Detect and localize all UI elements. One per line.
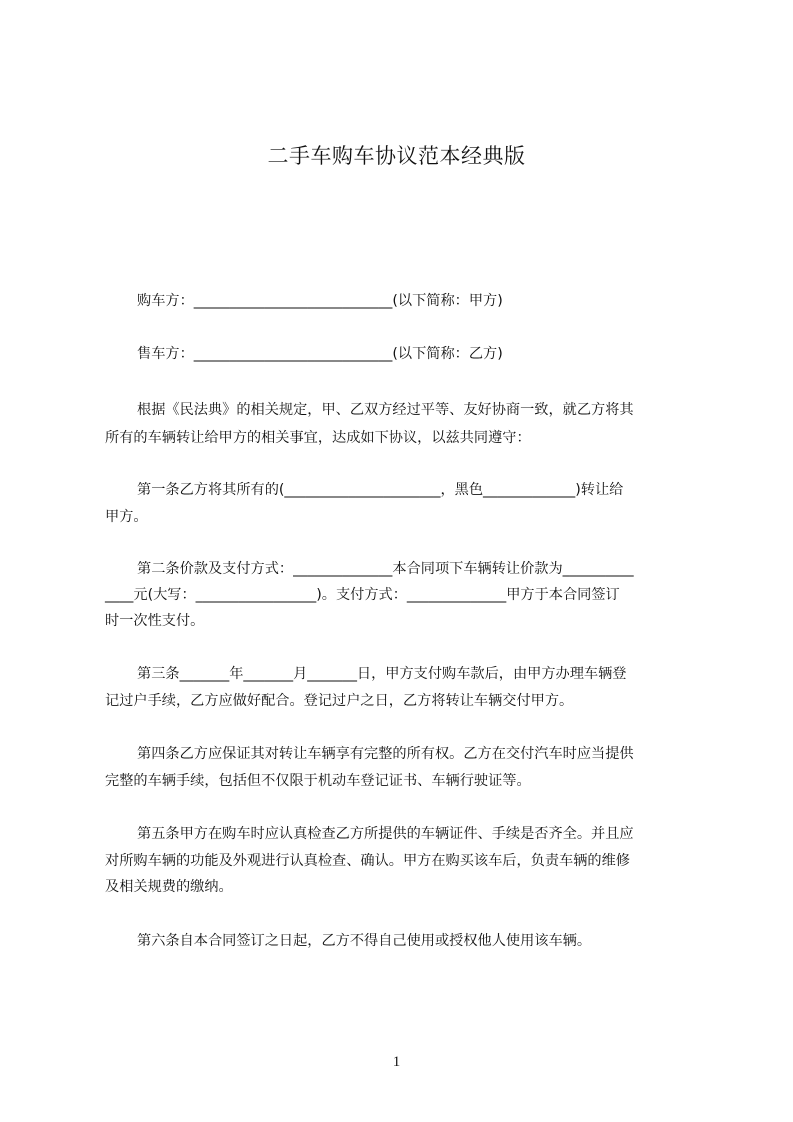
clause-1-line-1: 第一条乙方将其所有的(______________________，黑色_____________)转让给 [137, 482, 624, 498]
clause-3-line-1: 第三条_______年_______月_______日，甲方支付购车款后，由甲方办理车辆登 [137, 666, 627, 682]
buyer-line: 购车方：____________________________(以下简称：甲方) [137, 293, 503, 309]
clause-4-line-1: 第四条乙方应保证其对转让车辆享有完整的所有权。乙方在交付汽车时应当提供 [137, 746, 634, 762]
clause-6-line-1: 第六条自本合同签订之日起，乙方不得自己使用或授权他人使用该车辆。 [137, 933, 592, 949]
clause-5-line-2: 对所购车辆的功能及外观进行认真检查、确认。甲方在购买该车后，负责车辆的维修 [105, 853, 630, 869]
preamble-line-2: 所有的车辆转让给甲方的相关事宜，达成如下协议，以兹共同遵守： [105, 430, 531, 446]
seller-line: 售车方：____________________________(以下简称：乙方) [137, 346, 503, 362]
clause-2-line-1: 第二条价款及支付方式：______________本合同项下车辆转让价款为__________ [137, 561, 634, 577]
document-title: 二手车购车协议范本经典版 [267, 144, 526, 168]
clause-2-line-3: 时一次性支付。 [105, 613, 205, 629]
clause-5-line-1: 第五条甲方在购车时应认真检查乙方所提供的车辆证件、手续是否齐全。并且应 [137, 826, 634, 842]
clause-3-line-2: 记过户手续，乙方应做好配合。登记过户之日，乙方将转让车辆交付甲方。 [105, 693, 574, 709]
clause-5-line-3: 及相关规费的缴纳。 [105, 879, 233, 895]
clause-1-line-2: 甲方。 [105, 509, 148, 525]
preamble-line-1: 根据《民法典》的相关规定，甲、乙双方经过平等、友好协商一致，就乙方将其 [137, 402, 634, 418]
clause-4-line-2: 完整的车辆手续，包括但不仅限于机动车登记证书、车辆行驶证等。 [105, 773, 531, 789]
clause-2-line-2: ____元(大写：_________________)。支付方式：______________甲方于本合同签订 [105, 587, 620, 603]
page-number: 1 [392, 1054, 401, 1070]
